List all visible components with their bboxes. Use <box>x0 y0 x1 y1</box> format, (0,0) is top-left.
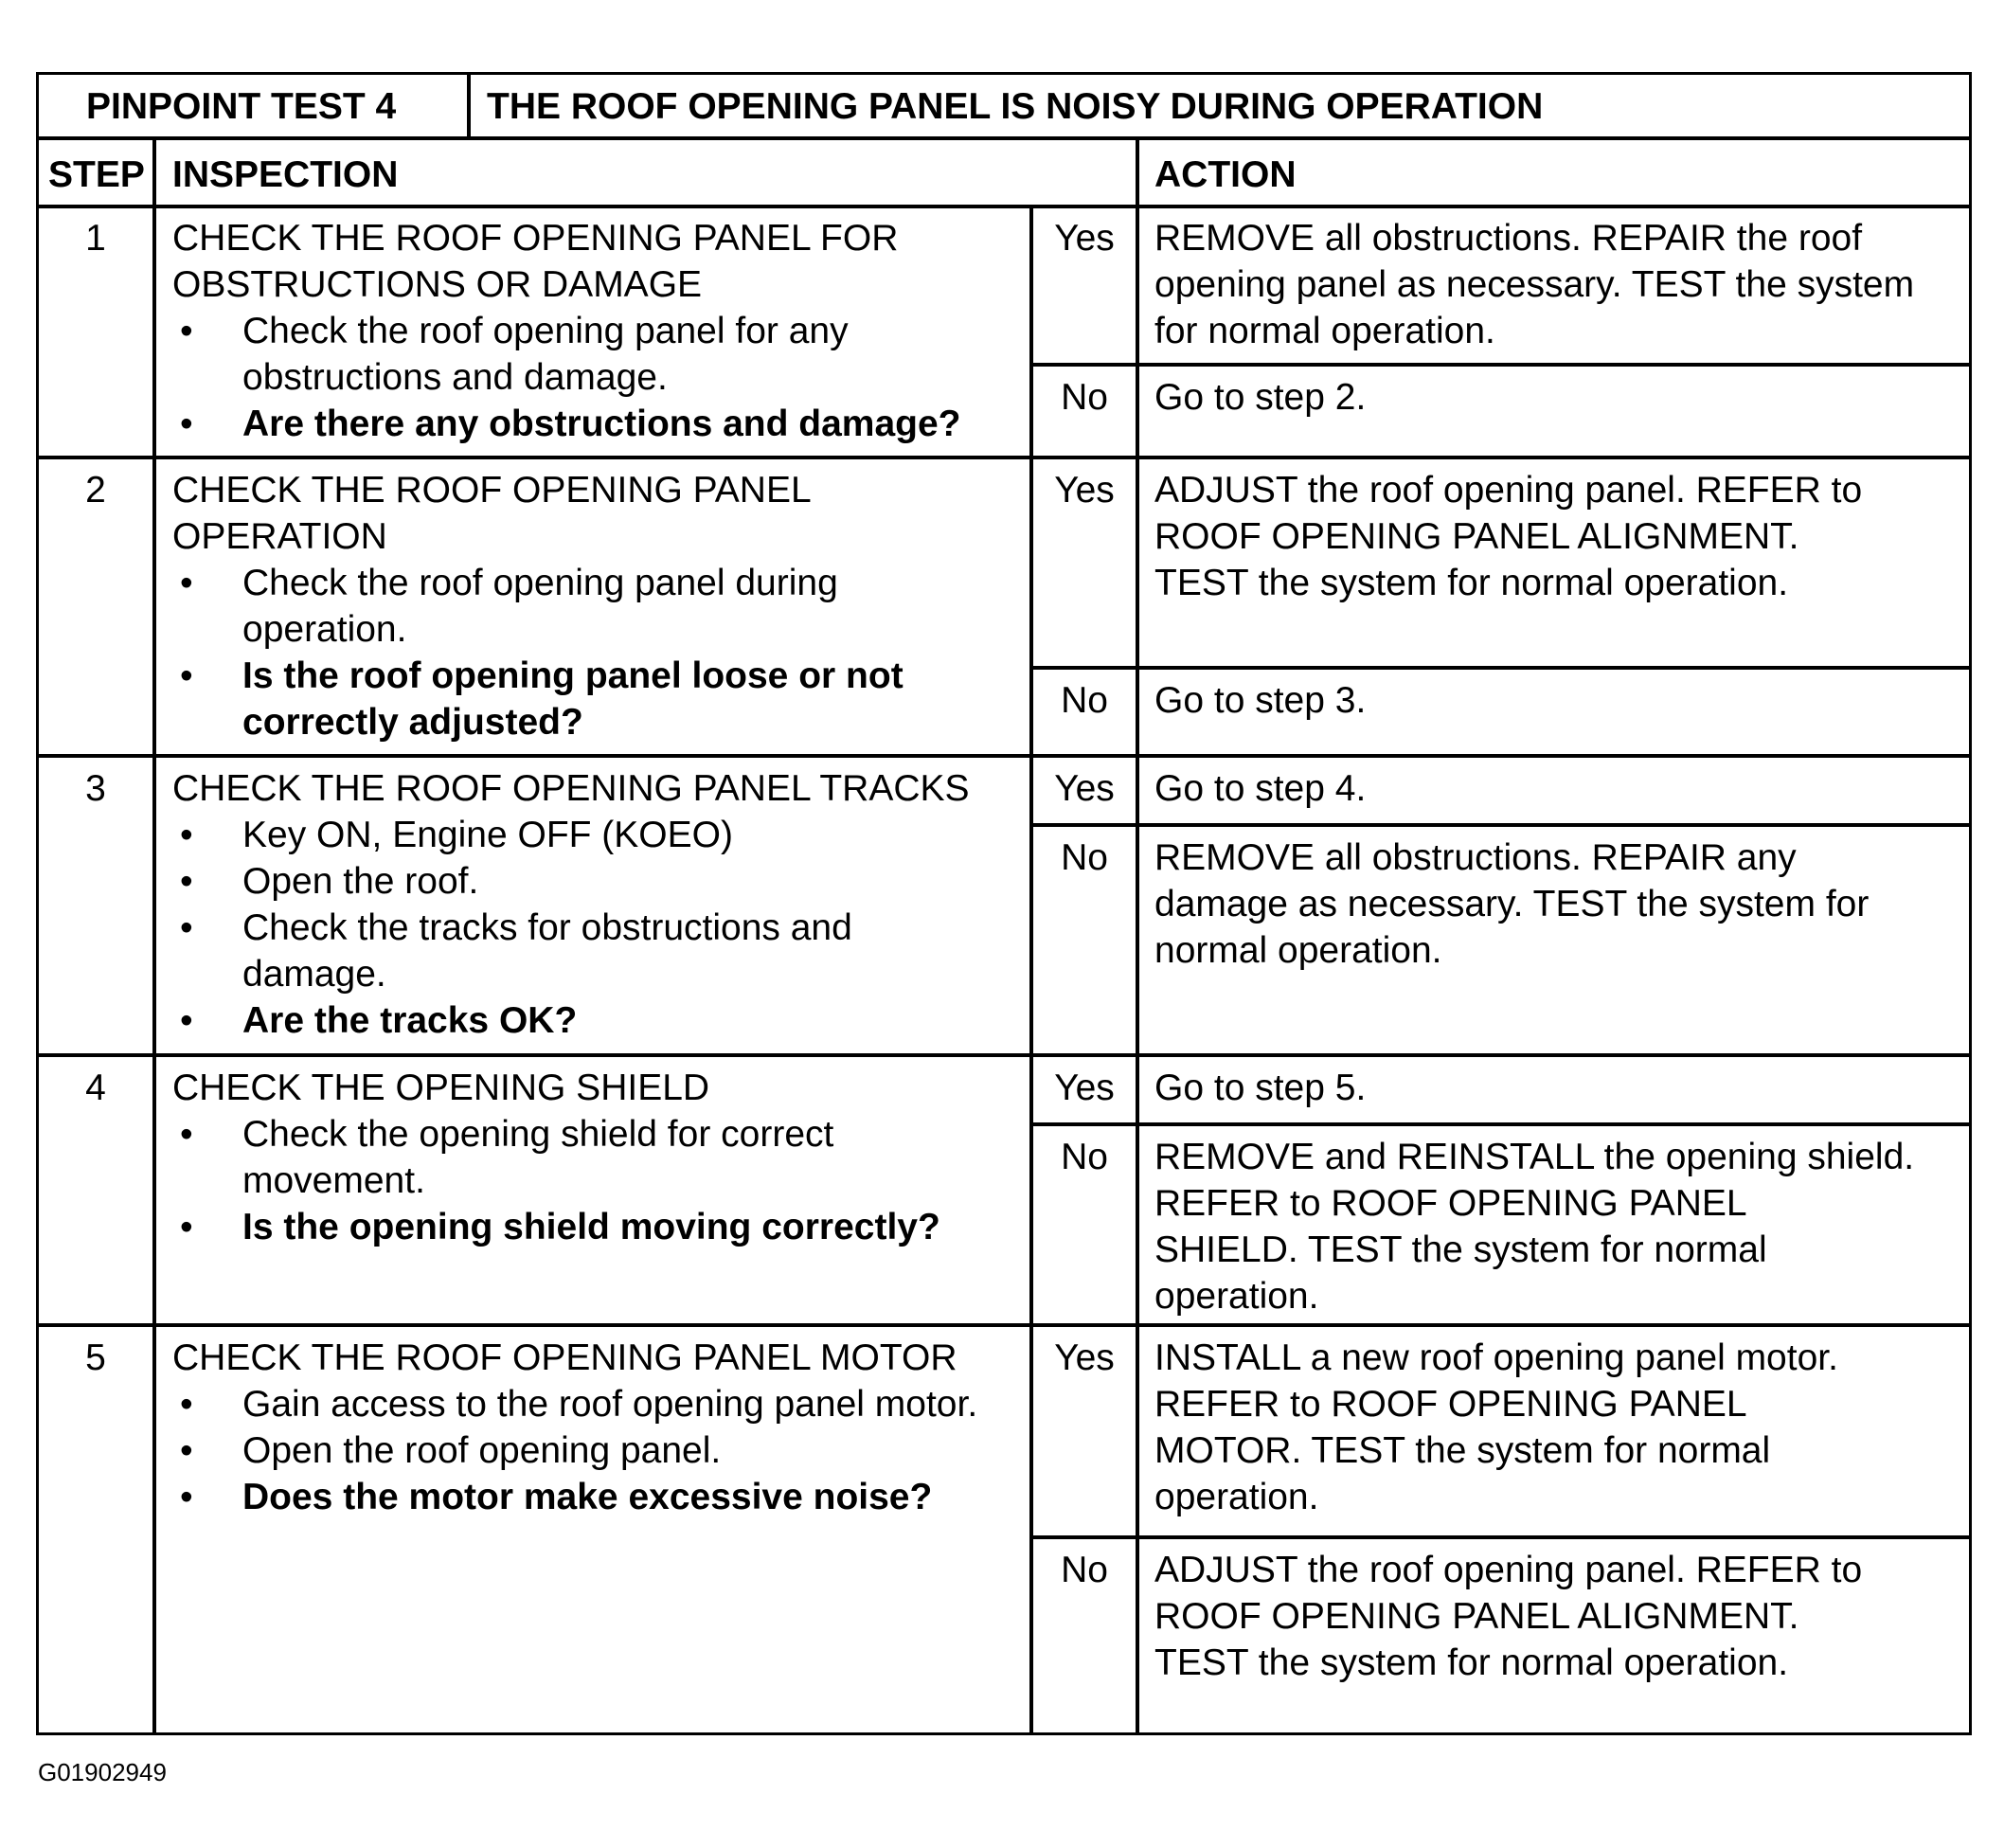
yes-label: Yes <box>1054 470 1115 511</box>
bullet-icon: • <box>180 311 193 351</box>
inspection-instruction: Check the roof opening panel during <box>242 563 838 603</box>
bullet-icon: • <box>180 655 193 696</box>
no-action: TEST the system for normal operation. <box>1154 1642 1789 1683</box>
rule-row-2 <box>39 754 1969 758</box>
step-number: 1 <box>85 218 106 259</box>
bullet-icon: • <box>180 861 193 902</box>
yes-action: REMOVE all obstructions. REPAIR the roof <box>1154 218 1863 259</box>
rule-step-sep <box>152 136 156 1735</box>
no-action: normal operation. <box>1154 930 1442 971</box>
inspection-instruction: Open the roof opening panel. <box>242 1430 722 1471</box>
bullet-icon: • <box>180 1384 193 1425</box>
figure-id: G01902949 <box>38 1758 167 1786</box>
inspection-question: Does the motor make excessive noise? <box>242 1477 933 1517</box>
inspection-instruction: Check the opening shield for correct <box>242 1114 834 1155</box>
bullet-icon: • <box>180 907 193 948</box>
step-number: 2 <box>85 470 106 511</box>
rule-yesno-sep <box>1029 205 1033 1735</box>
yes-label: Yes <box>1054 1068 1115 1108</box>
rule-split-4 <box>1029 1122 1969 1126</box>
inspection-instruction: damage. <box>242 954 386 995</box>
no-action: REMOVE all obstructions. REPAIR any <box>1154 837 1797 878</box>
rule-title-sep <box>467 75 471 136</box>
rule-split-2 <box>1029 666 1969 670</box>
yes-action: Go to step 5. <box>1154 1068 1367 1108</box>
test-label: PINPOINT TEST 4 <box>86 86 397 127</box>
no-action: REFER to ROOF OPENING PANEL <box>1154 1183 1747 1224</box>
yes-action: TEST the system for normal operation. <box>1154 563 1789 603</box>
bullet-icon: • <box>180 1207 193 1247</box>
no-action: Go to step 3. <box>1154 680 1367 721</box>
bullet-icon: • <box>180 1114 193 1155</box>
no-action: REMOVE and REINSTALL the opening shield. <box>1154 1137 1915 1177</box>
inspection-heading: CHECK THE ROOF OPENING PANEL TRACKS <box>172 768 970 809</box>
bullet-icon: • <box>180 1477 193 1517</box>
inspection-heading: OPERATION <box>172 516 387 557</box>
no-action: damage as necessary. TEST the system for <box>1154 884 1870 924</box>
rule-split-3 <box>1029 823 1969 827</box>
no-label: No <box>1061 1137 1108 1177</box>
no-action: ROOF OPENING PANEL ALIGNMENT. <box>1154 1596 1799 1637</box>
no-label: No <box>1061 377 1108 418</box>
col-action: ACTION <box>1154 154 1297 195</box>
yes-action: ROOF OPENING PANEL ALIGNMENT. <box>1154 516 1799 557</box>
inspection-question: Are there any obstructions and damage? <box>242 404 961 444</box>
inspection-heading: OBSTRUCTIONS OR DAMAGE <box>172 264 703 305</box>
no-action: ADJUST the roof opening panel. REFER to <box>1154 1550 1863 1590</box>
rule-row-3 <box>39 1053 1969 1057</box>
no-action: SHIELD. TEST the system for normal <box>1154 1229 1767 1270</box>
page-title: THE ROOF OPENING PANEL IS NOISY DURING OPERATION <box>487 86 1544 127</box>
inspection-instruction: Key ON, Engine OFF (KOEO) <box>242 815 733 855</box>
inspection-heading: CHECK THE ROOF OPENING PANEL FOR <box>172 218 899 259</box>
step-number: 4 <box>85 1068 106 1108</box>
bullet-icon: • <box>180 815 193 855</box>
col-step: STEP <box>48 154 145 195</box>
col-inspection: INSPECTION <box>172 154 399 195</box>
rule-row-1 <box>39 456 1969 459</box>
yes-action: REFER to ROOF OPENING PANEL <box>1154 1384 1747 1425</box>
yes-label: Yes <box>1054 218 1115 259</box>
step-number: 3 <box>85 768 106 809</box>
no-action: operation. <box>1154 1276 1319 1317</box>
step-number: 5 <box>85 1337 106 1378</box>
yes-action: INSTALL a new roof opening panel motor. <box>1154 1337 1838 1378</box>
yes-label: Yes <box>1054 768 1115 809</box>
bullet-icon: • <box>180 1000 193 1041</box>
inspection-instruction: Check the tracks for obstructions and <box>242 907 852 948</box>
bullet-icon: • <box>180 404 193 444</box>
rule-header <box>39 136 1969 140</box>
inspection-instruction: operation. <box>242 609 407 650</box>
yes-action: operation. <box>1154 1477 1319 1517</box>
no-label: No <box>1061 837 1108 878</box>
inspection-question: Is the opening shield moving correctly? <box>242 1207 940 1247</box>
rule-columns <box>39 205 1969 208</box>
inspection-instruction: Check the roof opening panel for any <box>242 311 849 351</box>
bullet-icon: • <box>180 563 193 603</box>
yes-action: for normal operation. <box>1154 311 1495 351</box>
rule-split-5 <box>1029 1535 1969 1539</box>
inspection-instruction: obstructions and damage. <box>242 357 668 398</box>
pinpoint-test-table <box>36 72 1972 1735</box>
yes-action: ADJUST the roof opening panel. REFER to <box>1154 470 1863 511</box>
yes-action: Go to step 4. <box>1154 768 1367 809</box>
inspection-heading: CHECK THE OPENING SHIELD <box>172 1068 710 1108</box>
inspection-question: correctly adjusted? <box>242 702 583 743</box>
no-label: No <box>1061 680 1108 721</box>
inspection-heading: CHECK THE ROOF OPENING PANEL <box>172 470 812 511</box>
inspection-heading: CHECK THE ROOF OPENING PANEL MOTOR <box>172 1337 957 1378</box>
yes-action: opening panel as necessary. TEST the system <box>1154 264 1915 305</box>
no-action: Go to step 2. <box>1154 377 1367 418</box>
bullet-icon: • <box>180 1430 193 1471</box>
inspection-instruction: movement. <box>242 1160 425 1201</box>
yes-action: MOTOR. TEST the system for normal <box>1154 1430 1771 1471</box>
inspection-instruction: Gain access to the roof opening panel motor. <box>242 1384 978 1425</box>
inspection-instruction: Open the roof. <box>242 861 479 902</box>
rule-row-4 <box>39 1323 1969 1327</box>
no-label: No <box>1061 1550 1108 1590</box>
inspection-question: Are the tracks OK? <box>242 1000 578 1041</box>
inspection-question: Is the roof opening panel loose or not <box>242 655 904 696</box>
rule-split-1 <box>1029 363 1969 367</box>
yes-label: Yes <box>1054 1337 1115 1378</box>
